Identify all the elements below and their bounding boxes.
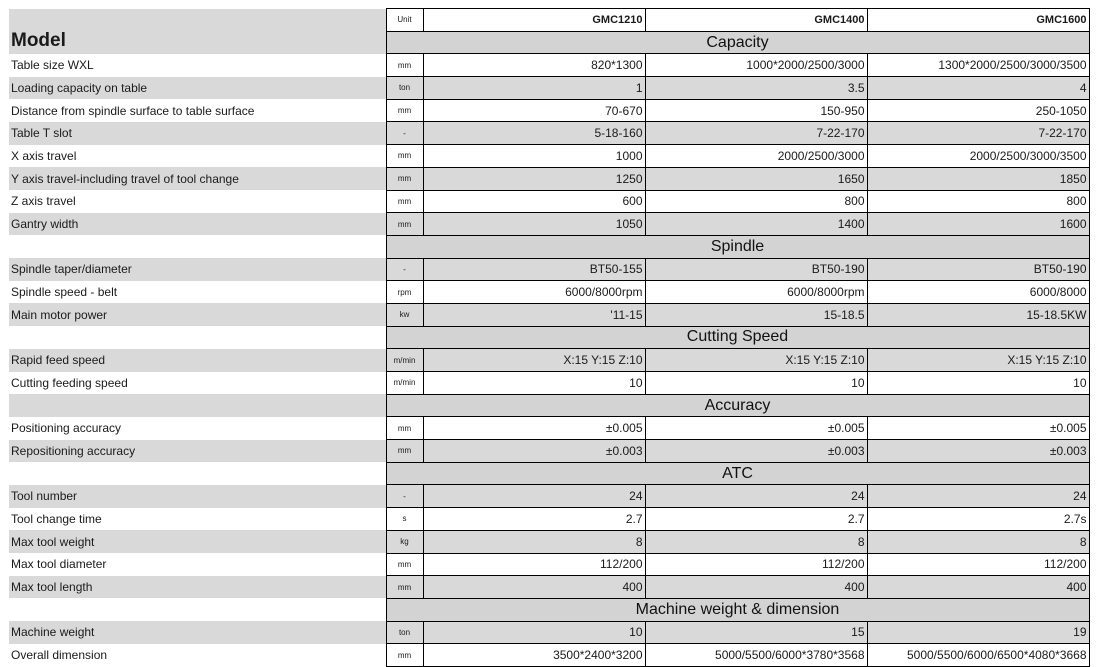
spec-label: Max tool diameter	[11, 557, 107, 572]
spec-unit: -	[386, 258, 423, 281]
spec-unit: s	[386, 508, 423, 531]
spec-value: 7-22-170	[645, 122, 867, 145]
spec-label: Positioning accuracy	[11, 421, 122, 436]
spec-unit: mm	[386, 190, 423, 213]
spec-row	[9, 485, 1089, 508]
spec-value: 3.5	[645, 77, 867, 100]
spec-value: 5-18-160	[423, 122, 645, 145]
spec-value: 150-950	[645, 99, 867, 122]
spec-row	[9, 621, 1089, 644]
section-row	[9, 394, 1089, 417]
section-spacer	[9, 235, 386, 258]
spec-value: BT50-155	[423, 258, 645, 281]
spec-value: 820*1300	[423, 54, 645, 77]
spec-value: 8	[645, 530, 867, 553]
spec-value: 8	[423, 530, 645, 553]
section-spacer	[9, 462, 386, 485]
spec-value: 1000	[423, 145, 645, 168]
model-name: GMC1600	[867, 9, 1089, 32]
spec-unit: -	[386, 485, 423, 508]
spec-value: 112/200	[645, 553, 867, 576]
spec-unit: ton	[386, 621, 423, 644]
spec-value: 15-18.5	[645, 303, 867, 326]
spec-value: 7-22-170	[867, 122, 1089, 145]
section-atc: ATC	[386, 462, 1089, 485]
spec-unit: mm	[386, 167, 423, 190]
spec-row	[9, 530, 1089, 553]
section-row	[9, 598, 1089, 621]
spec-value: 2000/2500/3000/3500	[867, 145, 1089, 168]
spec-value: 400	[645, 576, 867, 599]
spec-value: 6000/8000rpm	[423, 281, 645, 304]
spec-row	[9, 167, 1089, 190]
spec-unit: kg	[386, 530, 423, 553]
spec-row	[9, 644, 1089, 667]
spec-value: ±0.003	[867, 440, 1089, 463]
spec-label: Tool number	[9, 485, 386, 508]
spec-table	[9, 8, 1090, 667]
spec-value: ±0.003	[423, 440, 645, 463]
spec-row	[9, 440, 1089, 463]
spec-value: ±0.005	[423, 417, 645, 440]
spec-value: 2.7	[423, 508, 645, 531]
spec-label: Y axis travel-including travel of tool change	[9, 167, 386, 190]
spec-value: 15-18.5KW	[867, 303, 1089, 326]
spec-value: 8	[867, 530, 1089, 553]
model-name: GMC1400	[645, 9, 867, 32]
spec-row	[9, 258, 1089, 281]
spec-value: 1250	[423, 167, 645, 190]
spec-label: Loading capacity on table	[9, 77, 386, 100]
spec-value: 1400	[645, 213, 867, 236]
spec-row	[9, 349, 1089, 372]
spec-value: 400	[423, 576, 645, 599]
spec-value: BT50-190	[867, 258, 1089, 281]
spec-unit: mm	[386, 553, 423, 576]
spec-value: 600	[423, 190, 645, 213]
section-spacer	[9, 326, 386, 349]
spec-value: BT50-190	[645, 258, 867, 281]
spec-value: 24	[645, 485, 867, 508]
section-row	[9, 462, 1089, 485]
section-row	[9, 326, 1089, 349]
spec-label: Z axis travel	[11, 194, 76, 209]
header-row	[9, 9, 1089, 32]
spec-unit: mm	[386, 644, 423, 667]
spec-label: Max tool length	[9, 576, 386, 599]
spec-unit: mm	[386, 440, 423, 463]
spec-value: 1300*2000/2500/3000/3500	[867, 54, 1089, 77]
spec-value: 1600	[867, 213, 1089, 236]
spec-unit: -	[386, 122, 423, 145]
section-spacer	[9, 598, 386, 621]
spec-value: 24	[423, 485, 645, 508]
spec-value: X:15 Y:15 Z:10	[423, 349, 645, 372]
spec-value: 250-1050	[867, 99, 1089, 122]
section-accuracy: Accuracy	[386, 394, 1089, 417]
spec-value: 1000*2000/2500/3000	[645, 54, 867, 77]
spec-label: Repositioning accuracy	[9, 440, 386, 463]
spec-value: '11-15	[423, 303, 645, 326]
spec-row	[9, 190, 1089, 213]
spec-value: 5000/5500/6000/6500*4080*3668	[867, 644, 1089, 667]
spec-value: 24	[867, 485, 1089, 508]
spec-unit: mm	[386, 417, 423, 440]
spec-label: Main motor power	[9, 303, 386, 326]
spec-label: Table size WXL	[11, 58, 94, 73]
spec-value: 10	[423, 372, 645, 395]
spec-row	[9, 553, 1089, 576]
spec-row	[9, 122, 1089, 145]
spec-value: 800	[867, 190, 1089, 213]
section-cutting-speed: Cutting Speed	[386, 326, 1089, 349]
spec-label: Spindle taper/diameter	[9, 258, 386, 281]
spec-unit: mm	[386, 213, 423, 236]
section-machine: Machine weight & dimension	[386, 598, 1089, 621]
spec-label: Tool change time	[11, 511, 102, 526]
spec-value: 1650	[645, 167, 867, 190]
spec-value: 10	[645, 372, 867, 395]
spec-value: 400	[867, 576, 1089, 599]
spec-value: 10	[423, 621, 645, 644]
spec-row	[9, 576, 1089, 599]
spec-label: Gantry width	[9, 213, 386, 236]
spec-unit: m/min	[386, 349, 423, 372]
spec-label: Spindle speed - belt	[11, 285, 118, 300]
section-capacity: Capacity	[386, 31, 1089, 54]
spec-label: Distance from spindle surface to table surface	[11, 103, 255, 118]
spec-row	[9, 303, 1089, 326]
spec-value: 6000/8000rpm	[645, 281, 867, 304]
section-spacer	[9, 394, 386, 417]
spec-unit: mm	[386, 145, 423, 168]
spec-label: Rapid feed speed	[9, 349, 386, 372]
spec-value: 112/200	[423, 553, 645, 576]
spec-label: Table T slot	[9, 122, 386, 145]
spec-value: 5000/5500/6000*3780*3568	[645, 644, 867, 667]
spec-value: 6000/8000	[867, 281, 1089, 304]
spec-value: 1	[423, 77, 645, 100]
spec-value: 70-670	[423, 99, 645, 122]
spec-value: ±0.005	[645, 417, 867, 440]
spec-row	[9, 77, 1089, 100]
spec-value: 15	[645, 621, 867, 644]
spec-unit: m/min	[386, 372, 423, 395]
spec-unit: mm	[386, 54, 423, 77]
spec-row	[9, 213, 1089, 236]
spec-unit: kw	[386, 303, 423, 326]
spec-row	[9, 417, 1089, 440]
model-name: GMC1210	[423, 9, 645, 32]
spec-row	[9, 54, 1089, 77]
spec-value: 4	[867, 77, 1089, 100]
spec-row	[9, 145, 1089, 168]
spec-label: Cutting feeding speed	[11, 375, 128, 390]
spec-unit: ton	[386, 77, 423, 100]
spec-value: 3500*2400*3200	[423, 644, 645, 667]
section-row	[9, 235, 1089, 258]
spec-value: X:15 Y:15 Z:10	[867, 349, 1089, 372]
spec-label: X axis travel	[11, 148, 77, 163]
spec-value: ±0.005	[867, 417, 1089, 440]
spec-value: ±0.003	[645, 440, 867, 463]
spec-label: Overall dimension	[11, 648, 108, 663]
model-heading: Model	[9, 9, 386, 54]
spec-row	[9, 372, 1089, 395]
spec-value: 2.7s	[867, 508, 1089, 531]
spec-row	[9, 281, 1089, 304]
spec-label: Machine weight	[9, 621, 386, 644]
spec-row	[9, 508, 1089, 531]
spec-value: 2.7	[645, 508, 867, 531]
spec-value: 19	[867, 621, 1089, 644]
spec-value: 1050	[423, 213, 645, 236]
section-spindle: Spindle	[386, 235, 1089, 258]
spec-unit: mm	[386, 99, 423, 122]
spec-value: 1850	[867, 167, 1089, 190]
spec-row	[9, 99, 1089, 122]
spec-value: 800	[645, 190, 867, 213]
spec-unit: rpm	[386, 281, 423, 304]
unit-heading: Unit	[386, 9, 423, 32]
spec-unit: mm	[386, 576, 423, 599]
spec-value: 112/200	[867, 553, 1089, 576]
spec-value: 2000/2500/3000	[645, 145, 867, 168]
spec-label: Max tool weight	[9, 530, 386, 553]
spec-value: 10	[867, 372, 1089, 395]
spec-value: X:15 Y:15 Z:10	[645, 349, 867, 372]
